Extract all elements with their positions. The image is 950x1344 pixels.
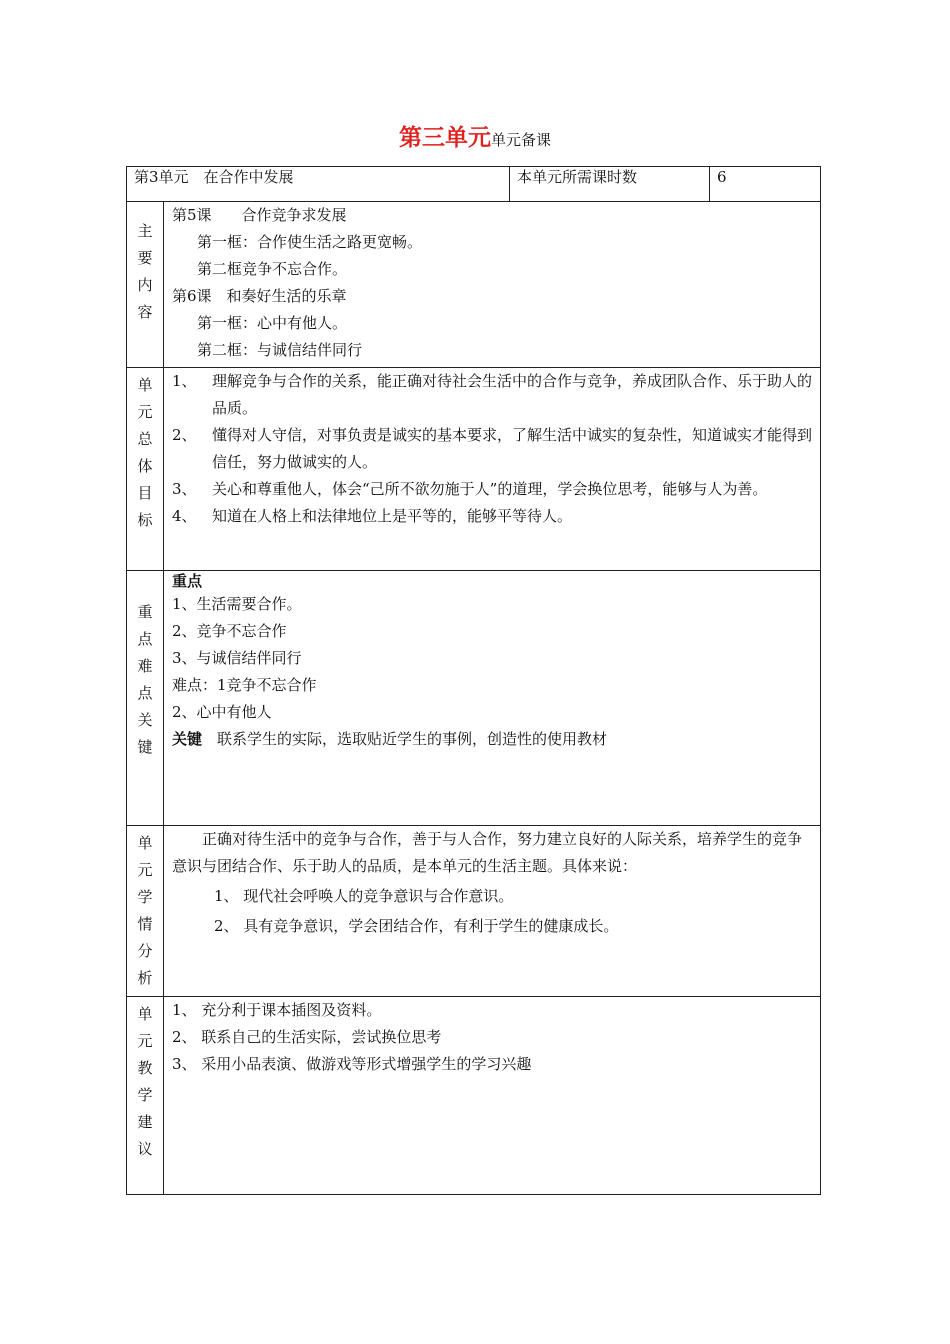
suggest-label: 单 元 教 学 建 议	[127, 997, 164, 1195]
analysis-label: 单 元 学 情 分 析	[127, 826, 164, 997]
hours-label-cell: 本单元所需课时数	[510, 167, 710, 202]
lesson-plan-table	[126, 166, 821, 1195]
key-label: 重 点 难 点 关 键	[127, 571, 164, 826]
content-label: 主 要 内 容	[127, 202, 164, 368]
goals-label: 单 元 总 体 目 标	[127, 368, 164, 571]
key-row	[127, 571, 821, 826]
suggest-row	[127, 997, 821, 1195]
key-point-label: 关键	[172, 730, 203, 748]
page-title	[0, 122, 950, 156]
key-line: 1、生活需要合作。	[172, 595, 302, 613]
goal-item: 1、 理解竞争与合作的关系，能正确对待社会生活中的合作与竞争，养成团队合作、乐于助人的品质。	[172, 372, 813, 417]
goals-body	[164, 368, 821, 571]
analysis-item: 1、 现代社会呼唤人的竞争意识与合作意识。	[214, 887, 514, 905]
title-rest: 单元备课	[490, 131, 551, 149]
goal-item: 2、 懂得对人守信，对事负责是诚实的基本要求，了解生活中诚实的复杂性，知道诚实才能得到信任，努力做诚实的人。	[172, 426, 813, 471]
header-row	[127, 167, 821, 202]
content-line: 第5课 合作竞争求发展	[172, 206, 347, 224]
content-line: 第一框：心中有他人。	[197, 314, 348, 332]
suggest-item: 3、 采用小品表演、做游戏等形式增强学生的学习兴趣	[172, 1055, 532, 1073]
goal-item: 3、 关心和尊重他人，体会“己所不欲勿施于人”的道理，学会换位思考，能够与人为善。	[172, 480, 768, 498]
goal-item: 4、 知道在人格上和法律地位上是平等的，能够平等待人。	[172, 507, 573, 525]
title-highlight: 第三单元	[398, 124, 491, 151]
goals-row	[127, 368, 821, 571]
hours-value-cell: 6	[710, 167, 821, 202]
content-line: 第二框：与诚信结伴同行	[197, 341, 363, 359]
suggest-body	[164, 997, 821, 1195]
key-line: 3、与诚信结伴同行	[172, 649, 302, 667]
suggest-item: 1、 充分利于课本插图及资料。	[172, 1001, 382, 1019]
content-line: 第6课 和奏好生活的乐章	[172, 287, 347, 305]
key-line: 2、竞争不忘合作	[172, 622, 287, 640]
content-line: 第二框竞争不忘合作。	[197, 260, 348, 278]
content-line: 第一框：合作使生活之路更宽畅。	[197, 233, 423, 251]
suggest-item: 2、 联系自己的生活实际，尝试换位思考	[172, 1028, 442, 1046]
key-line: 难点：1竞争不忘合作	[172, 676, 317, 694]
key-heading: 重点	[172, 572, 203, 590]
analysis-item: 2、 具有竞争意识，学会团结合作，有利于学生的健康成长。	[214, 917, 619, 935]
key-body	[164, 571, 821, 826]
analysis-paragraph: 正确对待生活中的竞争与合作，善于与人合作，努力建立良好的人际关系，培养学生的竞争意识与团结合作、乐于助人的品质，是本单元的生活主题。具体来说：	[172, 830, 803, 875]
unit-name-cell: 第3单元 在合作中发展	[127, 167, 510, 202]
key-point-text: 联系学生的实际，选取贴近学生的事例，创造性的使用教材	[202, 730, 608, 748]
key-line: 2、心中有他人	[172, 703, 272, 721]
analysis-row	[127, 826, 821, 997]
content-body	[164, 202, 821, 368]
content-row	[127, 202, 821, 368]
key-point-line	[164, 726, 820, 753]
analysis-body	[164, 826, 821, 997]
